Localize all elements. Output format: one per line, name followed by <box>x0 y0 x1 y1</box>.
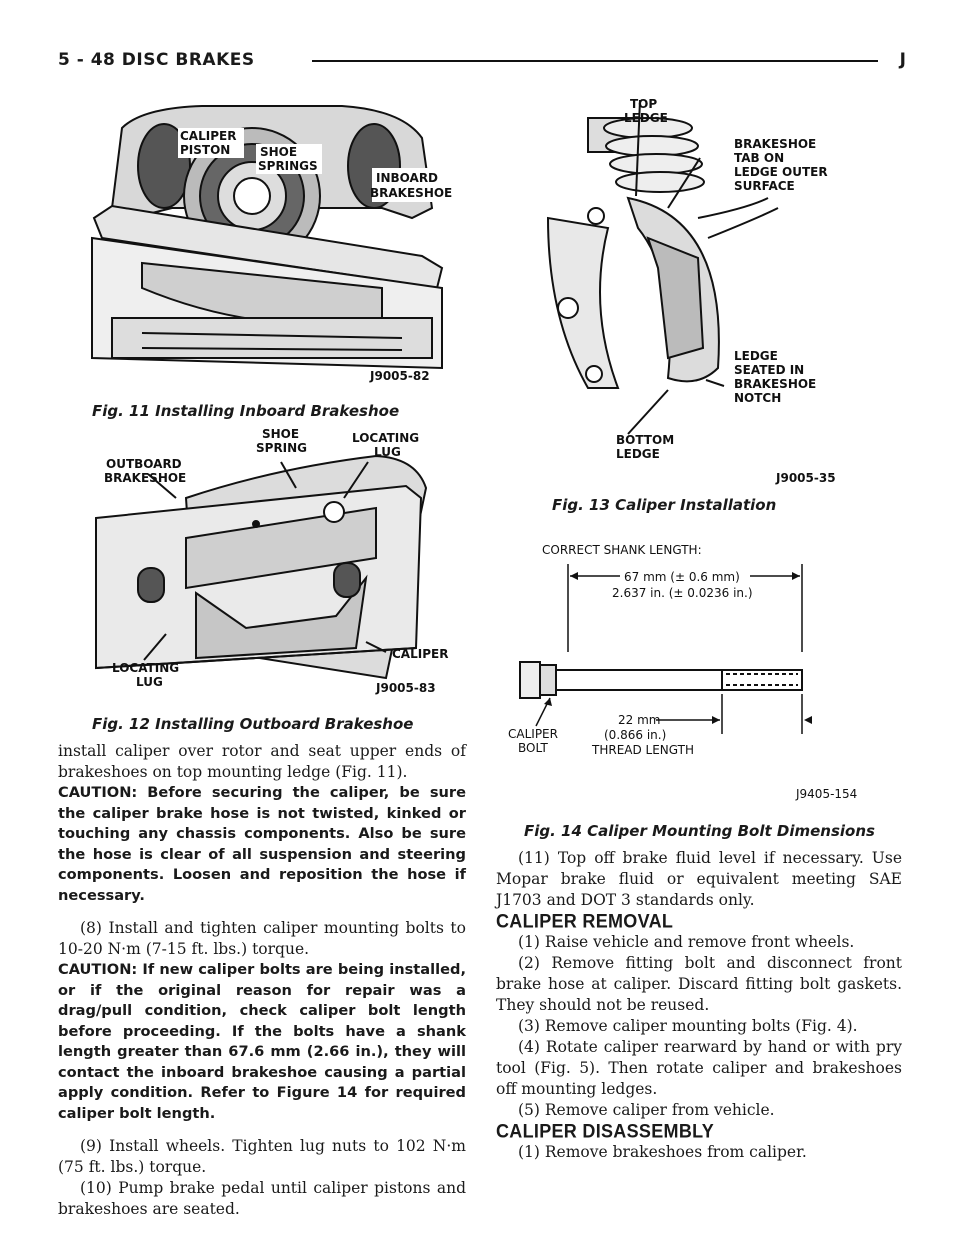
figure-11-drawing <box>82 88 462 388</box>
right-text-column <box>496 848 902 1163</box>
removal-step-1: (1) Raise vehicle and remove front wheels. <box>518 933 855 951</box>
figure-12-drawing <box>76 428 466 698</box>
figure-13-caliper-installation <box>528 88 858 488</box>
figure-14-bolt-dimensions <box>506 534 886 814</box>
label-caliper-piston-1: CALIPER <box>180 129 237 143</box>
label-caliper-bolt-2: BOLT <box>518 741 548 755</box>
label-caliper-piston-2: PISTON <box>180 143 231 157</box>
label-top-ledge-1: TOP <box>630 97 658 111</box>
step-9: (9) Install wheels. Tighten lug nuts to 102 N·m (75 ft. lbs.) torque. <box>58 1137 466 1176</box>
fig11-code: J9005-82 <box>370 369 430 383</box>
label-shoe-spring-2: SPRING <box>256 441 308 455</box>
label-bottom-ledge-1: BOTTOM <box>616 433 675 447</box>
label-shoe-springs-2: SPRINGS <box>258 159 318 173</box>
label-thread-in: (0.866 in.) <box>604 728 667 742</box>
label-seat-1: LEDGE <box>734 349 778 363</box>
label-thread-mm: 22 mm <box>618 713 661 727</box>
heading-caliper-removal: CALIPER REMOVAL <box>496 909 674 932</box>
label-shank-title: CORRECT SHANK LENGTH: <box>542 543 702 557</box>
caution-bolts: CAUTION: If new caliper bolts are being installed, or if the original reason for repair was a drag/pull condition, check caliper bolt length before proceeding. If the bolts have a shank length greater than 67.6 mm (2.66 in.), they will contact the inboard brakeshoe causing a partial apply condition. Refer to Figure 14 for required caliper bolt length. <box>58 961 466 1122</box>
label-top-ledge-2: LEDGE <box>624 111 668 125</box>
removal-step-2: (2) Remove fitting bolt and disconnect front brake hose at caliper. Discard fitting bolt gaskets. They should not be reused. <box>496 954 902 1014</box>
label-tab-3: LEDGE OUTER <box>734 165 828 179</box>
header-rule <box>312 60 878 62</box>
figure-14-drawing <box>506 534 886 814</box>
label-dim-in: 2.637 in. (± 0.0236 in.) <box>612 586 753 600</box>
step-10: (10) Pump brake pedal until caliper pistons and brakeshoes are seated. <box>58 1179 466 1218</box>
removal-step-5: (5) Remove caliper from vehicle. <box>518 1101 775 1119</box>
label-seat-2: SEATED IN <box>734 363 805 377</box>
fig12-caption: Fig. 12 Installing Outboard Brakeshoe <box>92 715 414 733</box>
label-shoe-springs-1: SHOE <box>260 145 298 159</box>
label-locating-lug-bottom-2: LUG <box>136 675 163 689</box>
fig14-code: J9405-154 <box>796 787 858 801</box>
removal-step-3: (3) Remove caliper mounting bolts (Fig. 4). <box>518 1017 858 1035</box>
disassembly-step-1: (1) Remove brakeshoes from caliper. <box>518 1143 807 1161</box>
removal-step-4: (4) Rotate caliper rearward by hand or with pry tool (Fig. 5). Then rotate caliper and brakeshoes off mounting ledges. <box>496 1038 902 1098</box>
edition-letter: J <box>899 50 906 70</box>
label-tab-2: TAB ON <box>734 151 785 165</box>
label-dim-mm: 67 mm (± 0.6 mm) <box>624 570 740 584</box>
fig11-caption: Fig. 11 Installing Inboard Brakeshoe <box>92 402 400 420</box>
label-outboard-1: OUTBOARD <box>106 457 182 471</box>
heading-caliper-disassembly: CALIPER DISASSEMBLY <box>496 1119 715 1142</box>
figure-13-drawing <box>528 88 858 488</box>
label-inboard-1: INBOARD <box>376 171 439 185</box>
page-number-title: 5 - 48 DISC BRAKES <box>58 50 255 70</box>
label-outboard-2: BRAKESHOE <box>104 471 187 485</box>
label-locating-lug-top-2: LUG <box>374 445 401 459</box>
left-paragraph-1: install caliper over rotor and seat upper ends of brakeshoes on top mounting ledge (Fig. 11). <box>58 742 466 781</box>
label-thread-length: THREAD LENGTH <box>592 743 695 757</box>
fig14-caption: Fig. 14 Caliper Mounting Bolt Dimensions <box>524 822 875 840</box>
label-bottom-ledge-2: LEDGE <box>616 447 660 461</box>
label-locating-lug-bottom-1: LOCATING <box>112 661 180 675</box>
label-locating-lug-top-1: LOCATING <box>352 431 420 445</box>
fig13-code: J9005-35 <box>776 471 836 485</box>
fig12-code: J9005-83 <box>376 681 436 695</box>
label-caliper: CALIPER <box>392 647 449 661</box>
figure-11-inboard-brakeshoe <box>82 88 462 388</box>
label-tab-1: BRAKESHOE <box>734 137 817 151</box>
step-8: (8) Install and tighten caliper mounting bolts to 10-20 N·m (7-15 ft. lbs.) torque. <box>58 919 466 958</box>
page-header <box>58 50 906 72</box>
label-seat-4: NOTCH <box>734 391 782 405</box>
left-text-column <box>58 741 466 1220</box>
step-11: (11) Top off brake fluid level if necessary. Use Mopar brake fluid or equivalent meeting SAE J1703 and DOT 3 standards only. <box>496 849 902 909</box>
figure-12-outboard-brakeshoe <box>76 428 466 698</box>
label-caliper-bolt-1: CALIPER <box>508 727 558 741</box>
label-seat-3: BRAKESHOE <box>734 377 817 391</box>
caution-hose: CAUTION: Before securing the caliper, be sure the caliper brake hose is not twisted, kinked or touching any chassis components. Also be sure the hose is clear of all suspension and steering components. Loosen and reposition the hose if necessary. <box>58 784 466 904</box>
label-inboard-2: BRAKESHOE <box>370 186 453 200</box>
label-tab-4: SURFACE <box>734 179 795 193</box>
fig13-caption: Fig. 13 Caliper Installation <box>552 496 777 514</box>
label-shoe-spring-1: SHOE <box>262 428 300 441</box>
